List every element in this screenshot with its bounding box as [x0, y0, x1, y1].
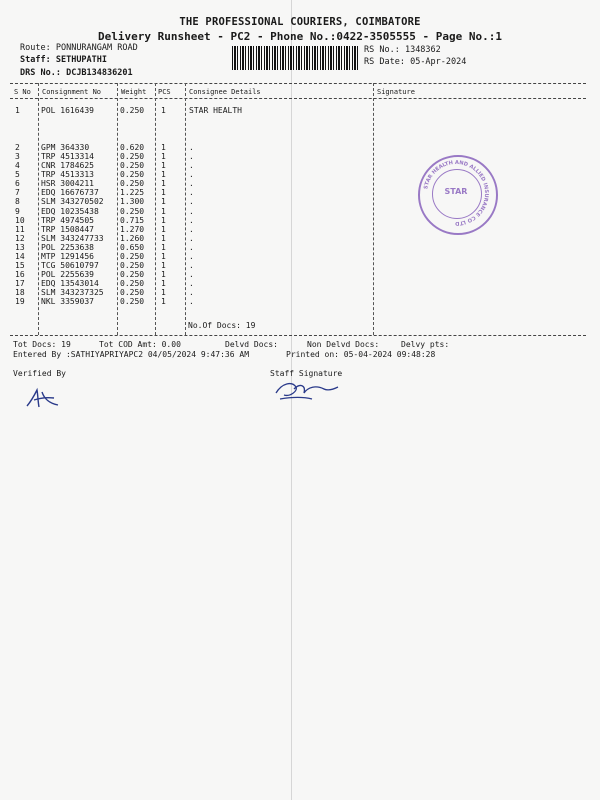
row-pcs: 1	[161, 188, 166, 197]
row-consignee-details: .	[189, 161, 194, 170]
row-consignment-no: SLM 343247733	[41, 234, 104, 243]
row-sno: 2	[15, 143, 20, 152]
row-weight: 0.250	[120, 297, 145, 306]
col-header-signature: Signature	[377, 88, 415, 96]
row-pcs: 1	[161, 179, 166, 188]
insurance-company-stamp	[418, 155, 498, 235]
runsheet-subtitle: Delivery Runsheet - PC2 - Phone No.:0422-3505555 - Page No.:1	[98, 30, 502, 43]
row-pcs: 1	[161, 243, 166, 252]
row-weight: 1.300	[120, 197, 145, 206]
row-sno: 15	[15, 261, 25, 270]
row-consignee-details: .	[189, 207, 194, 216]
row-weight: 0.250	[120, 179, 145, 188]
entered-by: Entered By :SATHIYAPRIYAPC2 04/05/2024 9:47:36 AM	[13, 350, 250, 359]
row-sno: 16	[15, 270, 25, 279]
row-pcs: 1	[161, 234, 166, 243]
total-cod-amount: Tot COD Amt: 0.00	[99, 340, 181, 349]
row-sno: 12	[15, 234, 25, 243]
row-weight: 1.225	[120, 188, 145, 197]
col-divider	[373, 83, 374, 335]
row-consignee-details: .	[189, 270, 194, 279]
row-weight: 0.650	[120, 243, 145, 252]
col-header-weight: Weight	[121, 88, 147, 96]
rs-number: RS No.: 1348362	[364, 45, 441, 55]
table-top-rule	[10, 83, 586, 84]
non-delivered-docs: Non Delvd Docs:	[307, 340, 380, 349]
row-sno: 6	[15, 179, 20, 188]
row-consignee-details: .	[189, 288, 194, 297]
row-pcs: 1	[161, 197, 166, 206]
row-consignee-details: .	[189, 225, 194, 234]
col-header-pcs: PCS	[158, 88, 171, 96]
row-weight: 1.260	[120, 234, 145, 243]
row-sno: 19	[15, 297, 25, 306]
row-pcs: 1	[161, 270, 166, 279]
barcode	[232, 46, 358, 70]
drs-info: DRS No.: DCJB134836201	[20, 68, 133, 78]
row-pcs: 1	[161, 143, 166, 152]
row-weight: 0.620	[120, 143, 145, 152]
row-consignee-details: STAR HEALTH	[189, 106, 242, 115]
row-consignee-details: .	[189, 188, 194, 197]
row-consignee-details: .	[189, 170, 194, 179]
row-weight: 0.250	[120, 288, 145, 297]
row-consignment-no: EDQ 13543014	[41, 279, 99, 288]
row-sno: 18	[15, 288, 25, 297]
row-consignee-details: .	[189, 297, 194, 306]
row-consignee-details: .	[189, 252, 194, 261]
row-consignment-no: SLM 343237325	[41, 288, 104, 297]
row-pcs: 1	[161, 207, 166, 216]
delivery-points: Delvy pts:	[401, 340, 450, 349]
row-sno: 9	[15, 207, 20, 216]
row-consignee-details: .	[189, 179, 194, 188]
row-consignee-details: .	[189, 152, 194, 161]
rs-date: RS Date: 05-Apr-2024	[364, 57, 467, 67]
route-info: Route: PONNURANGAM ROAD	[20, 43, 138, 53]
row-sno: 8	[15, 197, 20, 206]
table-bottom-rule	[10, 335, 586, 336]
row-sno: 1	[15, 106, 20, 115]
row-weight: 0.250	[120, 261, 145, 270]
row-pcs: 1	[161, 252, 166, 261]
row-weight: 0.250	[120, 207, 145, 216]
row-consignment-no: GPM 364330	[41, 143, 90, 152]
col-header-consignment: Consignment No	[42, 88, 102, 96]
row-consignment-no: TRP 1508447	[41, 225, 94, 234]
svg-text:STAR HEALTH AND ALLIED INSURAN: STAR HEALTH AND ALLIED INSURANCE CO LTD	[423, 159, 490, 227]
row-consignment-no: NKL 3359037	[41, 297, 94, 306]
row-sno: 4	[15, 161, 20, 170]
row-pcs: 1	[161, 152, 166, 161]
row-sno: 5	[15, 170, 20, 179]
row-sno: 10	[15, 216, 25, 225]
row-pcs: 1	[161, 216, 166, 225]
row-sno: 13	[15, 243, 25, 252]
row-pcs: 1	[161, 161, 166, 170]
row-weight: 0.250	[120, 279, 145, 288]
row-sno: 7	[15, 188, 20, 197]
col-header-consignee: Consignee Details	[189, 88, 261, 96]
row-weight: 1.270	[120, 225, 145, 234]
row-weight: 0.715	[120, 216, 145, 225]
verified-by-label: Verified By	[13, 369, 66, 378]
row-pcs: 1	[161, 225, 166, 234]
table-header-rule	[10, 98, 586, 99]
row-pcs: 1	[161, 261, 166, 270]
total-docs: Tot Docs: 19	[13, 340, 71, 349]
delivered-docs: Delvd Docs:	[225, 340, 278, 349]
row-sno: 17	[15, 279, 25, 288]
col-divider	[185, 83, 186, 335]
row-pcs: 1	[161, 288, 166, 297]
row-weight: 0.250	[120, 170, 145, 179]
row-pcs: 1	[161, 106, 166, 115]
row-consignment-no: TCG 50610797	[41, 261, 99, 270]
col-divider	[155, 83, 156, 335]
company-title: THE PROFESSIONAL COURIERS, COIMBATORE	[179, 16, 421, 28]
col-divider	[38, 83, 39, 335]
col-divider	[117, 83, 118, 335]
row-consignment-no: CNR 1784625	[41, 161, 94, 170]
col-header-sno: S No	[14, 88, 31, 96]
row-consignee-details: .	[189, 216, 194, 225]
row-sno: 3	[15, 152, 20, 161]
row-consignment-no: POL 2255639	[41, 270, 94, 279]
row-pcs: 1	[161, 279, 166, 288]
row-sno: 14	[15, 252, 25, 261]
row-consignment-no: EDQ 16676737	[41, 188, 99, 197]
row-weight: 0.250	[120, 252, 145, 261]
row-consignment-no: HSR 3004211	[41, 179, 94, 188]
printed-on: Printed on: 05-04-2024 09:48:28	[286, 350, 436, 359]
row-consignment-no: TRP 4513313	[41, 170, 94, 179]
row-consignment-no: TRP 4974505	[41, 216, 94, 225]
no-of-docs: No.Of Docs: 19	[188, 321, 256, 330]
row-consignee-details: .	[189, 197, 194, 206]
row-consignee-details: .	[189, 243, 194, 252]
staff-signature	[272, 375, 342, 403]
staff-info: Staff: SETHUPATHI	[20, 55, 108, 65]
row-consignment-no: SLM 343270502	[41, 197, 104, 206]
row-consignment-no: EDQ 10235438	[41, 207, 99, 216]
row-weight: 0.250	[120, 161, 145, 170]
row-consignment-no: POL 2253638	[41, 243, 94, 252]
row-consignee-details: .	[189, 279, 194, 288]
row-weight: 0.250	[120, 106, 145, 115]
row-weight: 0.250	[120, 152, 145, 161]
row-consignee-details: .	[189, 261, 194, 270]
row-weight: 0.250	[120, 270, 145, 279]
stamp-center-text: STAR	[444, 187, 468, 196]
row-pcs: 1	[161, 170, 166, 179]
row-consignment-no: MTP 1291456	[41, 252, 94, 261]
row-pcs: 1	[161, 297, 166, 306]
row-sno: 11	[15, 225, 25, 234]
verifier-signature	[24, 386, 64, 410]
row-consignee-details: .	[189, 234, 194, 243]
row-consignment-no: TRP 4513314	[41, 152, 94, 161]
row-consignee-details: .	[189, 143, 194, 152]
row-consignment-no: POL 1616439	[41, 106, 94, 115]
staff-signature-label: Staff Signature	[270, 369, 343, 378]
